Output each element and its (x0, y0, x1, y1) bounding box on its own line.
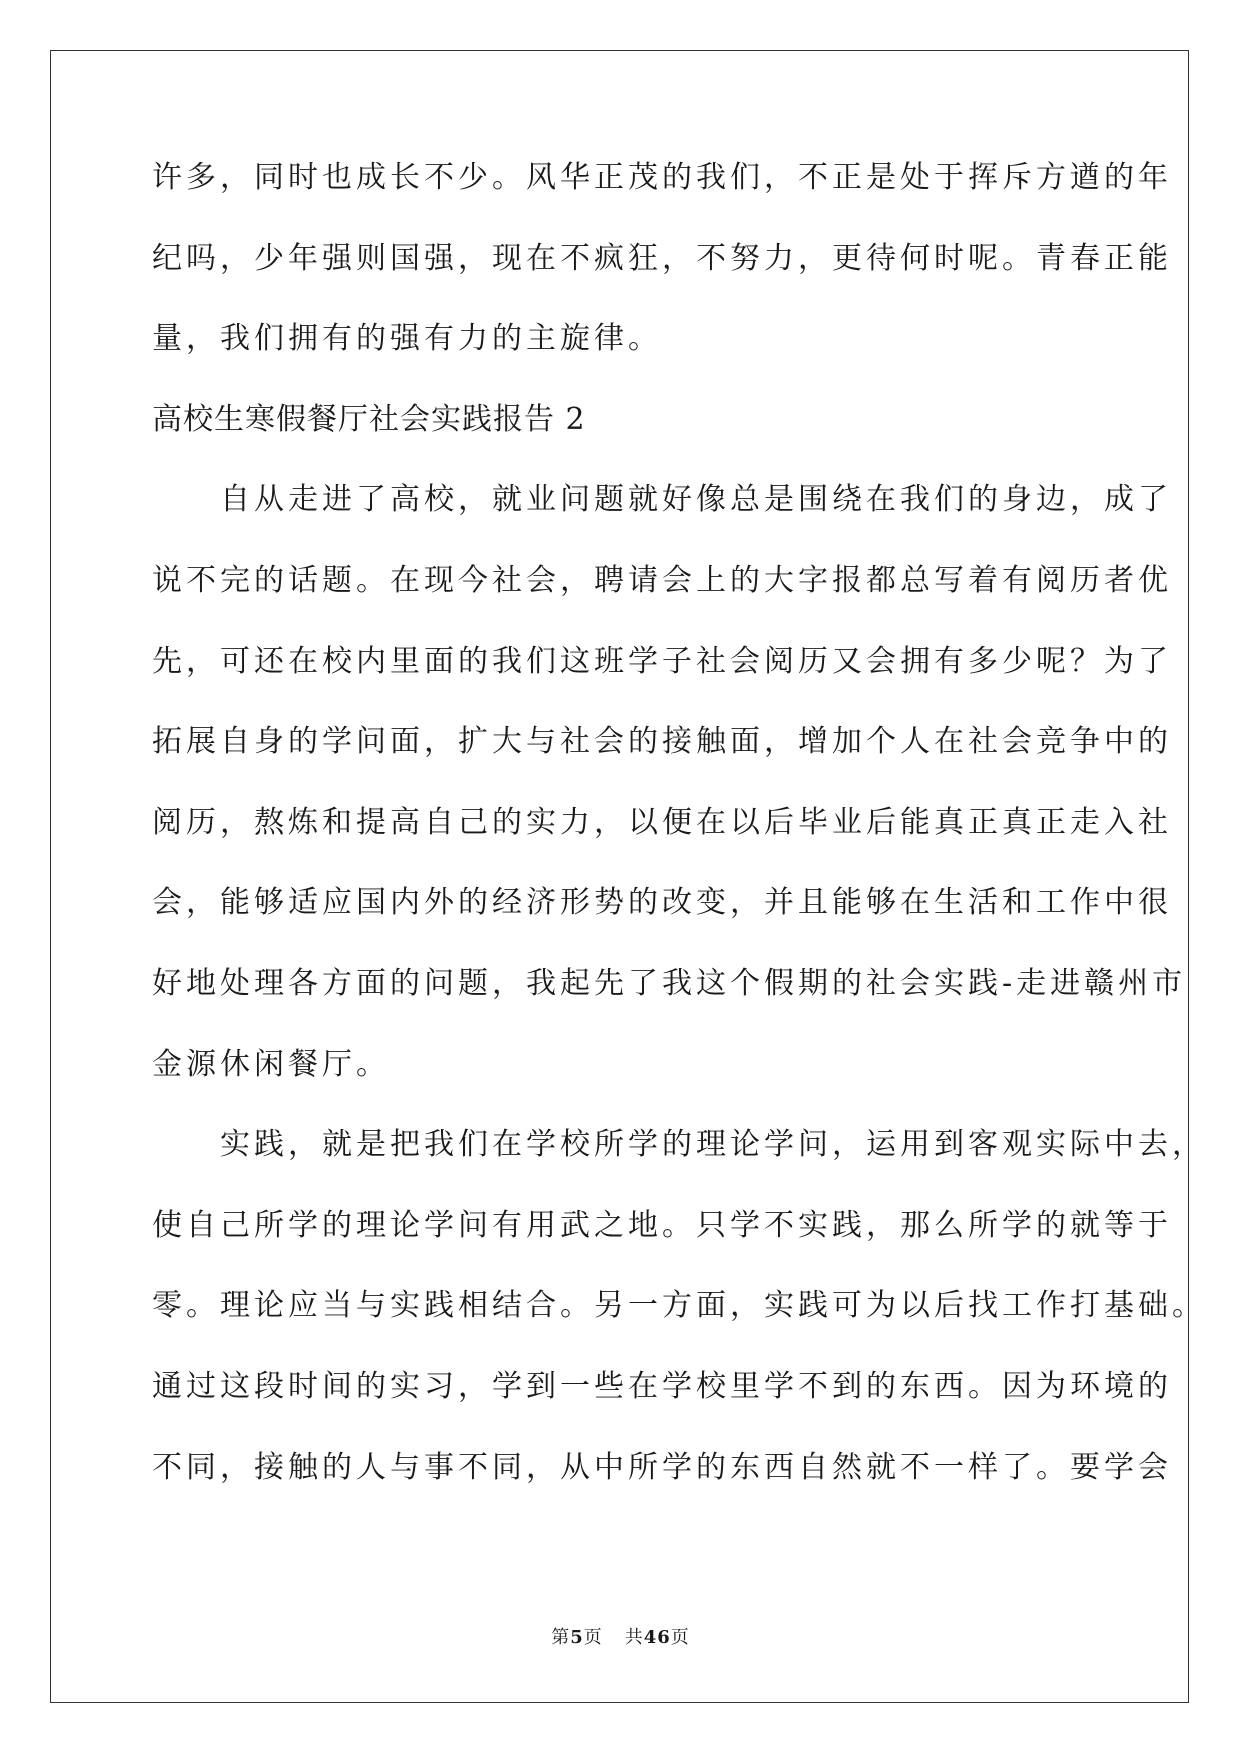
page-prefix: 第 (551, 1627, 571, 1648)
text-line: 自从走进了高校，就业问题就好像总是围绕在我们的身边，成了 (152, 482, 1172, 518)
text-line: 量，我们拥有的强有力的主旋律。 (152, 321, 662, 357)
total-pages: 46 (643, 1627, 671, 1648)
text-line: 使自己所学的理论学问有用武之地。只学不实践，那么所学的就等于 (152, 1207, 1172, 1243)
text-line: 通过这段时间的实习，学到一些在学校里学不到的东西。因为环境的 (152, 1368, 1172, 1404)
page-number: 5 (570, 1627, 584, 1648)
page-footer (0, 1626, 1241, 1650)
text-line: 说不完的话题。在现今社会，聘请会上的大字报都总写着有阅历者优 (152, 562, 1172, 598)
text-line: 许多，同时也成长不少。风华正茂的我们，不正是处于挥斥方遒的年 (152, 160, 1172, 195)
text-line: 先，可还在校内里面的我们这班学子社会阅历又会拥有多少呢？为了 (152, 643, 1172, 679)
text-line: 不同，接触的人与事不同，从中所学的东西自然就不一样了。要学会 (152, 1449, 1172, 1485)
text-line: 阅历，熬炼和提高自己的实力，以便在以后毕业后能真正真正走入社 (152, 804, 1172, 840)
document-body (152, 158, 1206, 1488)
text-line: 好地处理各方面的问题，我起先了我这个假期的社会实践-走进赣州市 (152, 965, 1187, 1001)
text-line: 会，能够适应国内外的经济形势的改变，并且能够在生活和工作中很 (152, 885, 1172, 921)
total-suffix: 页 (670, 1627, 690, 1648)
text-line: 纪吗，少年强则国强，现在不疯狂，不努力，更待何时呢。青春正能 (152, 240, 1172, 276)
text-line: 拓展自身的学问面，扩大与社会的接触面，增加个人在社会竞争中的 (152, 724, 1172, 760)
page-suffix: 页 (583, 1627, 603, 1648)
section-heading: 高校生寒假餐厅社会实践报告 2 (152, 401, 586, 437)
text-line: 金源休闲餐厅。 (152, 1046, 390, 1082)
text-line: 实践，就是把我们在学校所学的理论学问，运用到客观实际中去， (152, 1127, 1206, 1163)
text-line: 零。理论应当与实践相结合。另一方面，实践可为以后找工作打基础。 (152, 1288, 1206, 1324)
total-prefix: 共 (624, 1627, 644, 1648)
